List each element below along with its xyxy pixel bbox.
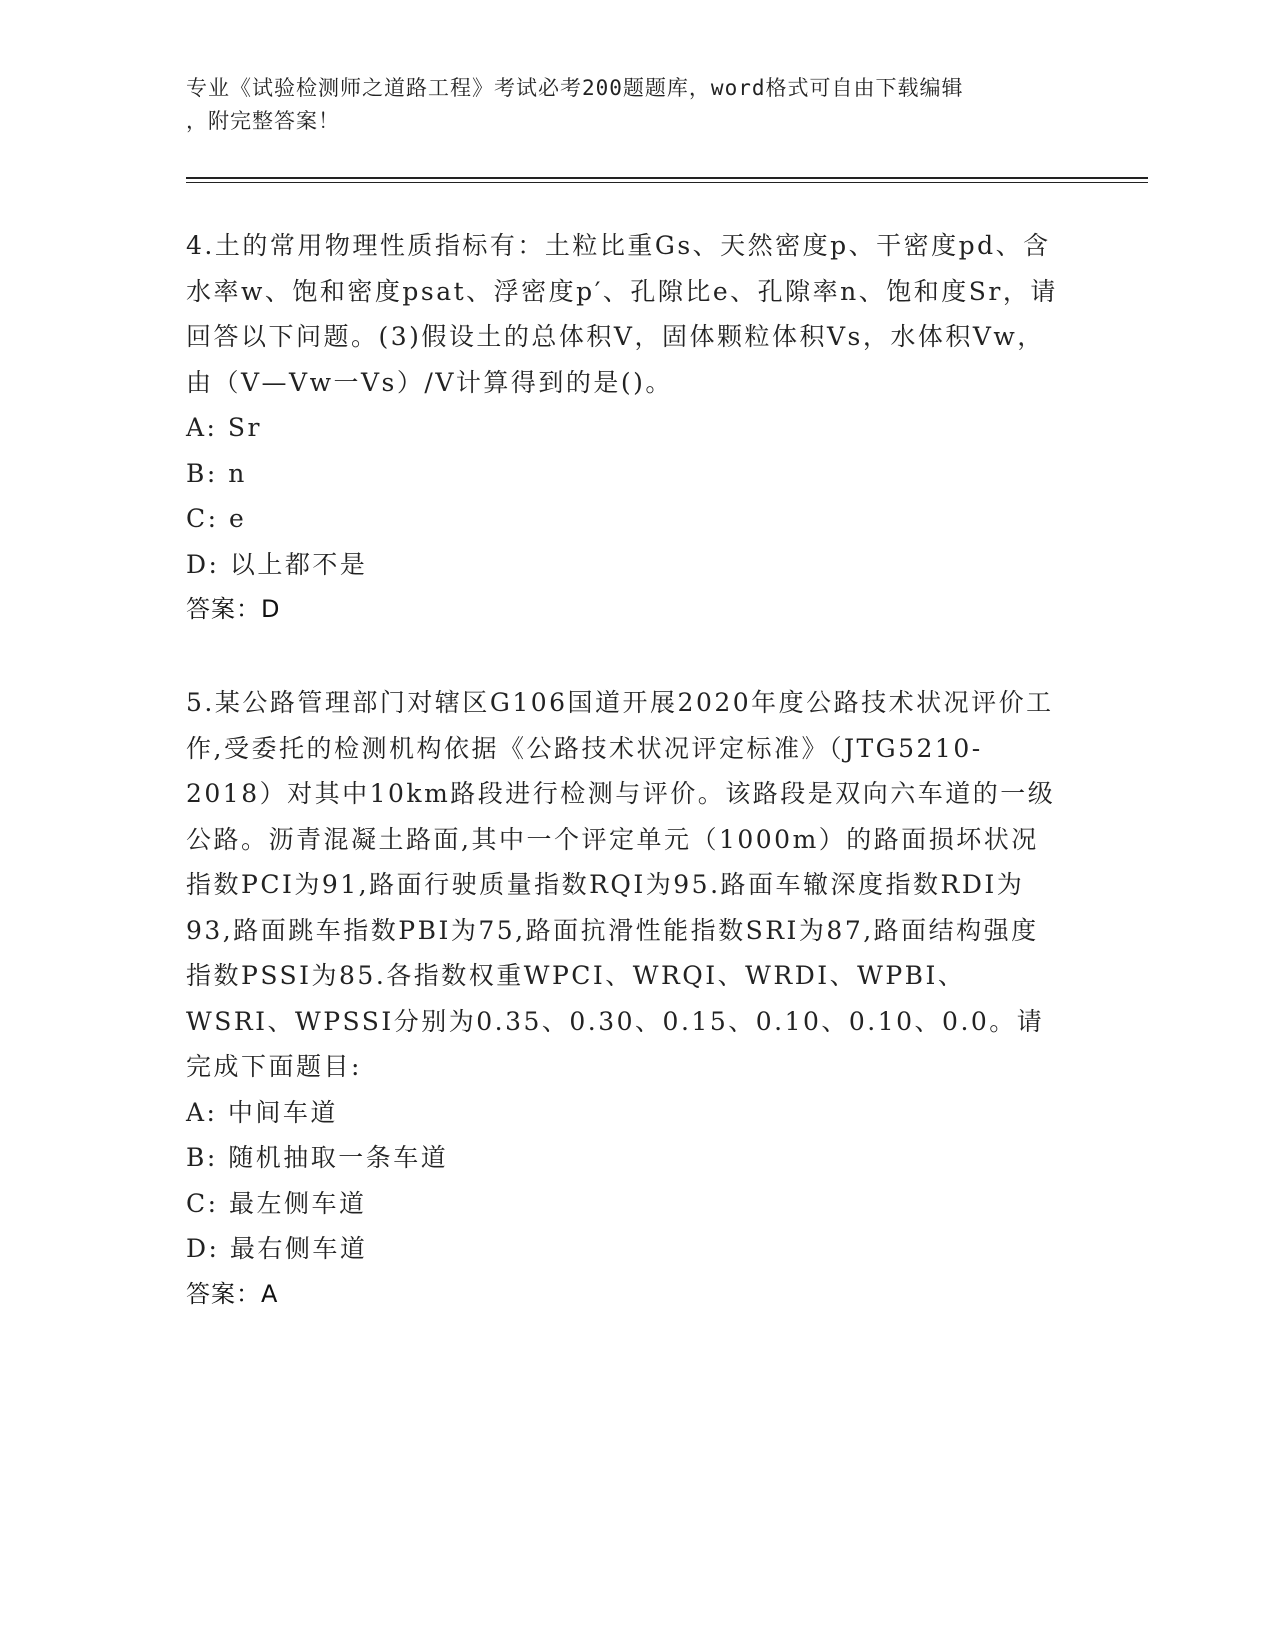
question-text: 4.土的常用物理性质指标有：土粒比重Gs、天然密度p、干密度pd、含水率w、饱和密度psat、浮密度p′、孔隙比e、孔隙率n、饱和度Sr，请回答以下问题。(3)假设土的总体积V，固体颗粒体积Vs，水体积Vw，由（V—Vw一Vs）/V计算得到的是()。 [186, 231, 1058, 397]
header-rule-thin [186, 182, 1148, 183]
question-5 [186, 680, 1066, 1317]
answer-label: 答案：D [186, 595, 281, 623]
option-a: A: Sr [186, 413, 263, 442]
option-d: D: 以上都不是 [186, 549, 368, 579]
header-line-2: ，附完整答案！ [186, 109, 340, 133]
question-4 [186, 223, 1066, 633]
header-rule-thick [186, 177, 1148, 179]
option-c: C: 最左侧车道 [186, 1188, 367, 1218]
answer-label: 答案：A [186, 1279, 279, 1308]
option-b: B: n [186, 458, 247, 488]
option-b: B: 随机抽取一条车道 [186, 1143, 449, 1172]
option-d: D: 最右侧车道 [186, 1234, 368, 1263]
header-line-1: 专业《试验检测师之道路工程》考试必考200题题库，word格式可自由下载编辑 [186, 76, 964, 100]
option-c: C: e [186, 504, 247, 533]
document-header [186, 72, 1066, 138]
option-a: A: 中间车道 [186, 1097, 338, 1127]
question-text: 5.某公路管理部门对辖区G106国道开展2020年度公路技术状况评价工作,受委托的检测机构依据《公路技术状况评定标准》（JTG5210-2018）对其中10km路段进行检测与评价。该路段是双向六车道的一级公路。沥青混凝土路面,其中一个评定单元（1000m）的路面损坏状况指数PCI为91,路面行驶质量指数RQI为95.路面车辙深度指数RDI为93,路面跳车指数PBI为75,路面抗滑性能指数SRI为87,路面结构强度指数PSSI为85.各指数权重WPCI、WRQI、WRDI、WPBI、WSRI、WPSSI分别为0.35、0.30、0.15、0.10、0.10、0.0。请完成下面题目: [186, 688, 1056, 1081]
